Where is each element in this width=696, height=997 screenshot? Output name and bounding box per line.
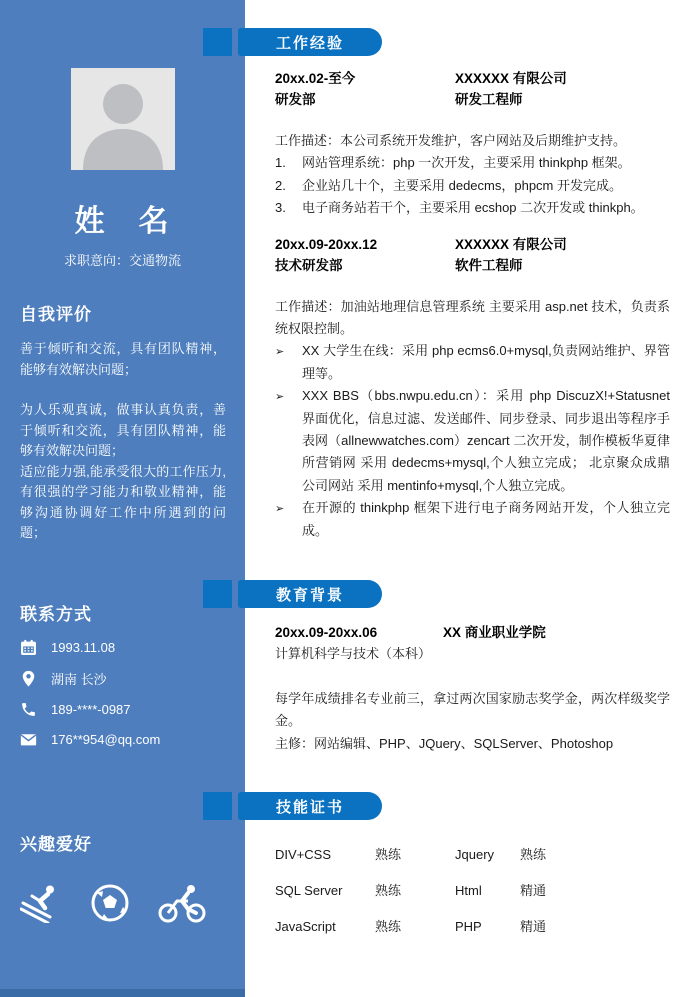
skill-name: PHP [455,919,482,934]
hobbies-title: 兴趣爱好 [20,835,92,854]
job-description-intro: 工作描述：加油站地理信息管理系统 主要采用 asp.net 技术，负责系统权限控制。 [275,298,670,337]
cycling-icon [158,883,206,923]
contact-item-phone [20,701,226,718]
candidate-name: 姓 名 [74,205,171,238]
job-1-description [275,130,670,220]
education-section-title: 教育背景 [275,586,344,604]
birthday-value: 1993.11.08 [51,640,116,655]
section-title-pill [238,28,382,56]
section-header-skills [203,792,382,820]
education-header [275,622,670,643]
education-period: 20xx.09-20xx.06 [275,625,378,640]
section-marker-square [203,792,232,820]
work-section-title: 工作经验 [275,34,344,52]
bullet-item [275,497,670,542]
item-text: 网站管理系统：php 一次开发，主要采用 thinkphp 框架。 [302,155,631,171]
item-text: 企业站几十个，主要采用 dedecms，phpcm 开发完成。 [302,177,622,193]
education-section [245,622,696,755]
education-detail-line: 每学年成绩排名专业前三，拿过两次国家励志奖学金，两次样级奖学金。 [275,691,670,729]
contact-item-location [20,669,226,688]
section-title-pill [238,792,382,820]
skills-section [245,832,696,935]
location-icon [20,670,37,687]
job-company: XXXXXX 有限公司 [455,71,567,86]
item-text: 电子商务站若干个，主要采用 ecshop 二次开发或 thinkph。 [302,200,644,216]
section-title-pill [238,580,382,608]
self-evaluation-title: 自我评价 [20,305,92,324]
numbered-item [275,152,670,174]
education-details [275,688,670,755]
job-department: 研发部 [275,92,316,107]
bullet-item [275,340,670,385]
skill-name: SQL Server [275,883,343,898]
calendar-icon [20,639,37,656]
skill-name: JavaScript [275,919,336,934]
soccer-icon [90,883,130,923]
job-period: 20xx.02-至今 [275,71,356,86]
item-text: 在开源的 thinkphp 框架下进行电子商务网站开发，个人独立完成。 [302,500,670,538]
skill-name: DIV+CSS [275,847,331,862]
sidebar [0,0,245,997]
job-objective: 求职意向：交通物流 [63,253,181,268]
job-description-intro: 工作描述：本公司系统开发维护，客户网站及后期维护支持。 [275,133,627,148]
job-company: XXXXXX 有限公司 [455,236,567,252]
education-major: 计算机科学与技术（本科） [275,646,432,661]
job-1-header [275,68,670,110]
contact-item-email [20,731,226,748]
skill-level: 熟练 [520,847,547,862]
person-placeholder-icon [71,68,175,170]
job-2-header [275,234,670,276]
skill-level: 熟练 [375,919,402,934]
hobby-icons [20,883,226,923]
email-value: 176**954@qq.com [51,732,161,747]
education-school: XX 商业职业学院 [443,625,546,640]
education-detail-line: 主修：网站编辑、PHP、JQuery、SQLServer、Photoshop [275,735,614,751]
item-text: XX 大学生在线：采用 php ecms6.0+mysql,负责网站维护、界管理等。 [302,343,670,381]
self-evaluation-paragraph: 为人乐观真诚，做事认真负责，善于倾听和交流，具有团队精神，能够有效解决问题； [20,402,226,458]
section-marker-square [203,580,232,608]
bullet-marker: ➢ [275,391,285,404]
sidebar-footer-strip [0,989,245,997]
section-header-education [203,580,382,608]
skills-section-title: 技能证书 [275,798,344,816]
job-role: 研发工程师 [455,92,523,107]
numbered-item [275,197,670,219]
bullet-marker: ➢ [275,346,285,359]
phone-icon [20,701,37,718]
contact-title: 联系方式 [20,605,92,624]
profile-photo [71,68,175,170]
job-2-description [275,296,670,542]
skill-level: 熟练 [375,847,402,862]
phone-value: 189-****-0987 [51,702,131,717]
hobbies-section [20,830,226,923]
item-number: 1. [275,155,286,171]
location-value: 湖南 长沙 [51,672,107,687]
job-role: 软件工程师 [455,257,523,273]
skill-level: 熟练 [375,883,402,898]
skill-name: Html [455,883,482,898]
item-text: XXX BBS（bbs.nwpu.edu.cn）：采用 php DiscuzX!+Statusnet 界面优化，信息过滤、发送邮件、同步登录、同步退出等程序手表网（allnewwatches.com）zencart 二次开发，制作模板华夏律所营销网 采用 dedecms+mysql,个人独立完成； 北京聚众成鼎公司网站 采用 mentinfo+mysql,个人独立完成。 [302,388,670,493]
section-header-work [203,28,382,56]
job-period: 20xx.09-20xx.12 [275,236,378,252]
skill-level: 精通 [520,883,547,898]
self-evaluation-paragraph: 适应能力强,能承受很大的工作压力,有很强的学习能力和敬业精神，能够沟通协调好工作中所遇到的问题； [20,463,226,540]
job-department: 技术研发部 [275,257,343,273]
skills-table [275,846,670,935]
ski-icon [20,883,62,923]
item-number: 2. [275,177,286,193]
skill-level: 精通 [520,919,547,934]
work-section [245,68,696,542]
contact-item-birthday [20,639,226,656]
item-number: 3. [275,200,286,216]
contact-section [20,600,226,761]
self-evaluation-section [20,300,226,544]
bullet-item [275,385,670,497]
bullet-marker: ➢ [275,503,285,516]
self-evaluation-paragraph: 善于倾听和交流，具有团队精神，能够有效解决问题； [20,341,226,377]
skill-name: Jquery [455,847,495,862]
numbered-item [275,175,670,197]
section-marker-square [203,28,232,56]
email-icon [20,731,37,748]
